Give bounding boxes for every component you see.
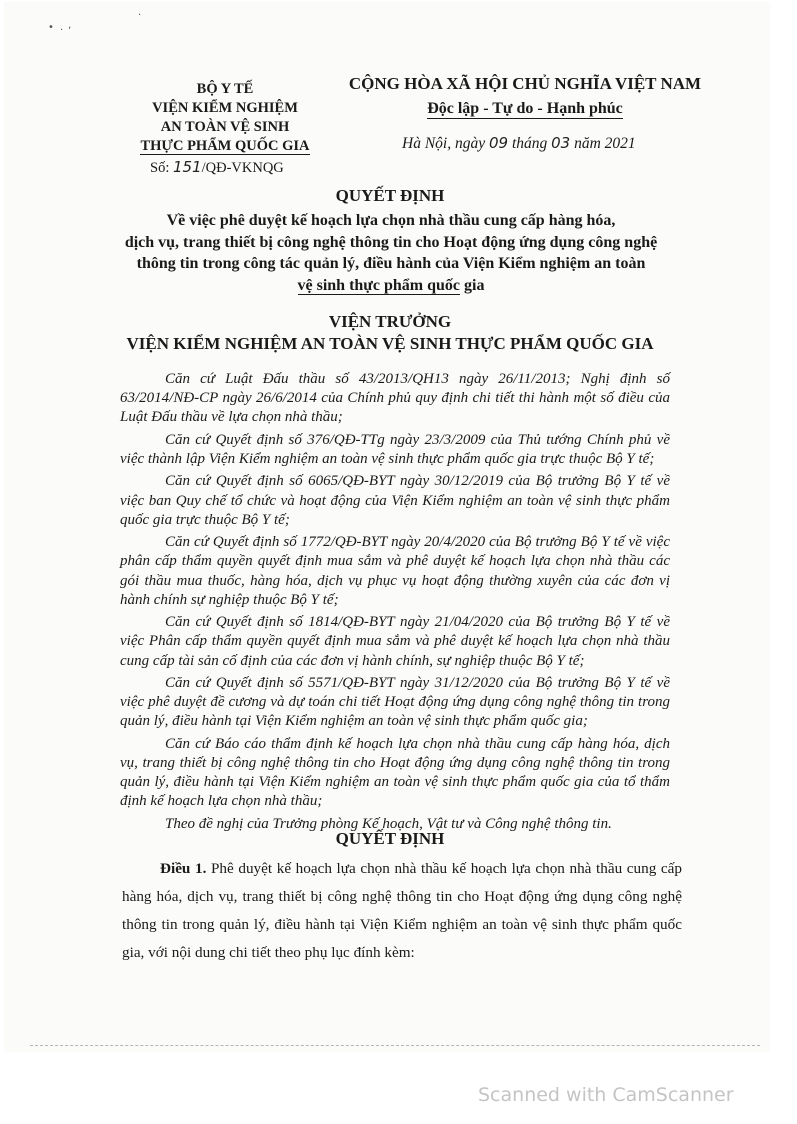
scan-speck: · (138, 10, 142, 21)
legal-basis-paragraph: Căn cứ Luật Đấu thầu số 43/2013/QH13 ngày 26/11/2013; Nghị định số 63/2014/NĐ-CP ngày 26/6/2014 của Chính phủ quy định chi tiết thi hành một số điều của Luật Đấu thầu về lựa chọn nhà thầu; (120, 371, 670, 426)
scan-speck: · (60, 25, 64, 36)
national-header (340, 72, 710, 120)
legal-basis-paragraph: Căn cứ Báo cáo thẩm định kế hoạch lựa chọn nhà thầu cung cấp hàng hóa, dịch vụ, trang thiết bị công nghệ thông tin cho Hoạt động ứng dụng công nghệ thông tin trong quản lý, điều hành tại Viện Kiểm nghiệm an toàn vệ sinh thực phẩm quốc gia của tổ thẩm định kế hoạch lựa chọn nhà thầu; (120, 735, 670, 810)
legal-basis-paragraph: Căn cứ Quyết định số 1772/QĐ-BYT ngày 20/4/2020 của Bộ trưởng Bộ Y tế về việc phân cấp thẩm quyền quyết định mua sắm và phê duyệt kế hoạch lựa chọn nhà thầu các gói thầu mua thuốc, hàng hóa, dịch vụ phục vụ hoạt động thường xuyên của các đơn vị hành chính sự nghiệp thuộc Bộ Y tế; (120, 534, 670, 608)
subject-line: Về việc phê duyệt kế hoạch lựa chọn nhà thầu cung cấp hàng hóa, (166, 212, 616, 229)
legal-basis-paragraph: Căn cứ Quyết định số 6065/QĐ-BYT ngày 30/12/2019 của Bộ trưởng Bộ Y tế về việc ban Quy chế tổ chức và hoạt động của Viện Kiểm nghiệm an toàn vệ sinh thực phẩm quốc gia trực thuộc Bộ Y tế; (120, 473, 670, 528)
ministry-name: BỘ Y TẾ (196, 81, 254, 97)
document-number (150, 158, 284, 177)
legal-basis-paragraph: Căn cứ Quyết định số 5571/QĐ-BYT ngày 31/12/2020 của Bộ trưởng Bộ Y tế về việc phê duyệt đề cương và dự toán chi tiết Hoạt động ứng dụng công nghệ thông tin trong quản lý, điều hành tại Viện Kiểm nghiệm an toàn vệ sinh thực phẩm quốc gia; (120, 674, 670, 730)
national-motto: Độc lập - Tự do - Hạnh phúc (427, 100, 623, 117)
date-day-handwritten: 09 (488, 134, 509, 152)
institute-line-3: THỰC PHẨM QUỐC GIA (140, 138, 310, 154)
institute-line-2: AN TOÀN VỆ SINH (160, 119, 290, 135)
doc-number-suffix: /QĐ-VKNQG (201, 160, 284, 176)
legal-basis-paragraph: Căn cứ Quyết định số 376/QĐ-TTg ngày 23/3/2009 của Thủ tướng Chính phủ về việc thành lập Viện Kiểm nghiệm an toàn vệ sinh thực phẩm quốc gia trực thuộc Bộ Y tế; (120, 431, 670, 467)
doc-number-handwritten: 151 (172, 158, 202, 176)
legal-bases (120, 370, 670, 837)
decides-title: QUYẾT ĐỊNH (335, 829, 445, 848)
subject-line-last: vệ sinh thực phẩm quốc gia (297, 276, 485, 294)
camscanner-watermark: Scanned with CamScanner (478, 1084, 734, 1106)
article-1-label: Điều 1. (160, 860, 207, 877)
country-name: CỘNG HÒA XÃ HỘI CHỦ NGHĨA VIỆT NAM (348, 74, 702, 93)
doc-number-prefix: Số: (150, 160, 173, 176)
institute-line-1: VIỆN KIỂM NGHIỆM (152, 100, 298, 116)
legal-basis-paragraph: Căn cứ Quyết định số 1814/QĐ-BYT ngày 21/04/2020 của Bộ trưởng Bộ Y tế về việc Phân cấp thẩm quyền quyết định mua sắm và phê duyệt kế hoạch lựa chọn nhà thầu cung cấp tài sản cố định của các đơn vị hành chính, sự nghiệp thuộc Bộ Y tế; (120, 614, 670, 669)
date-suffix: năm 2021 (570, 135, 636, 152)
page-bottom-edge (30, 1045, 760, 1046)
scan-speck: • (48, 22, 54, 33)
article-1 (122, 855, 682, 967)
article-1-text: Phê duyệt kế hoạch lựa chọn nhà thầu kế hoạch lựa chọn nhà thầu cung cấp hàng hóa, dịch vụ, trang thiết bị công nghệ thông tin cho Hoạt động ứng dụng công nghệ thông tin trong quản lý, điều hành tại Viện Kiểm nghiệm an toàn vệ sinh thực phẩm quốc gia, với nội dung chi tiết theo phụ lục đính kèm: (122, 860, 682, 961)
issue-date (402, 134, 636, 153)
date-prefix: Hà Nội, ngày (402, 135, 489, 152)
authority-org: VIỆN KIỂM NGHIỆM AN TOÀN VỆ SINH THỰC PHẨM QUỐC GIA (126, 334, 654, 353)
decision-title: QUYẾT ĐỊNH (335, 186, 445, 205)
authority-title: VIỆN TRƯỞNG (328, 312, 452, 331)
proposal-paragraph: Theo đề nghị của Trưởng phòng Kế hoạch, Vật tư và Công nghệ thông tin. (165, 815, 612, 832)
agency-block (130, 80, 320, 156)
subject-line: dịch vụ, trang thiết bị công nghệ thông tin cho Hoạt động ứng dụng công nghệ (124, 233, 658, 251)
decision-subject (80, 210, 702, 296)
date-month-label: tháng (508, 135, 552, 152)
subject-underlined-part: vệ sinh thực phẩm quốc (297, 276, 461, 294)
date-month-handwritten: 03 (551, 134, 571, 152)
subject-line: thông tin trong công tác quản lý, điều hành của Viện Kiểm nghiệm an toàn (136, 255, 646, 272)
scan-speck: ‚ (68, 20, 72, 31)
